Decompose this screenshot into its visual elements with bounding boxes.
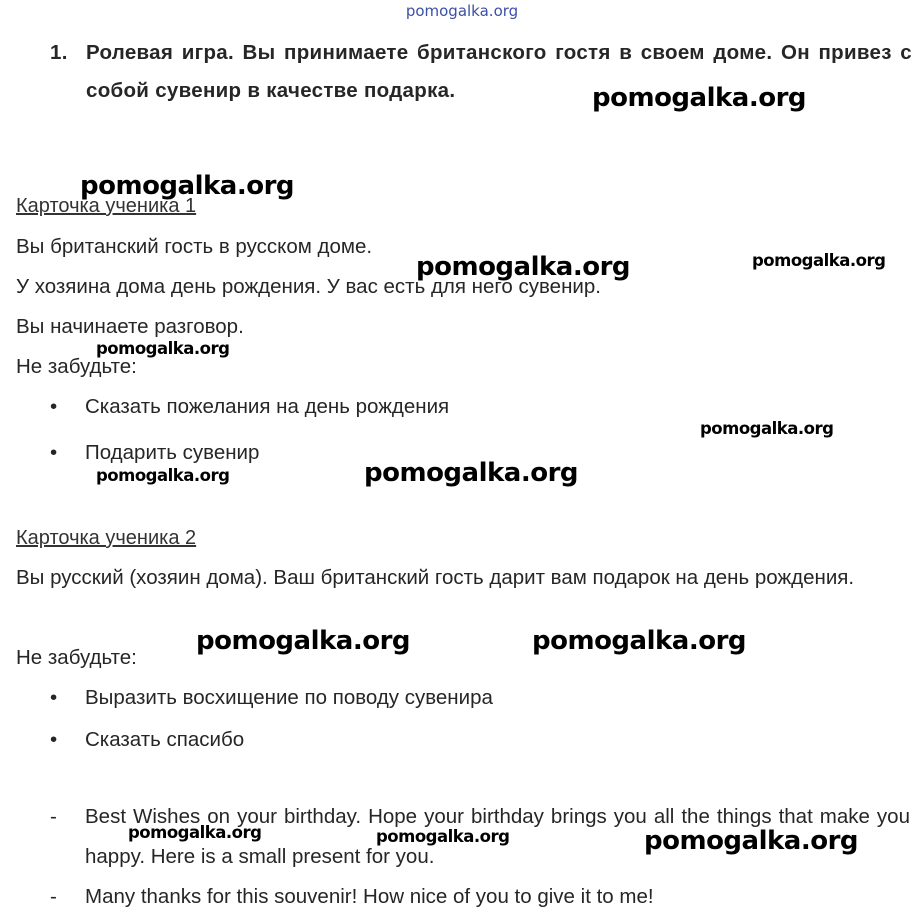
watermark: pomogalka.org xyxy=(80,171,295,201)
card1-line: Вы начинаете разговор. xyxy=(16,315,244,338)
watermark: pomogalka.org xyxy=(96,339,230,358)
list-item-label: Сказать спасибо xyxy=(85,728,245,751)
watermark: pomogalka.org xyxy=(196,626,411,656)
list-item xyxy=(50,686,493,710)
card1-reminder: Не забудьте: xyxy=(16,355,137,378)
card1-line: Вы британский гость в русском доме. xyxy=(16,235,373,258)
card1-line: У хозяина дома день рождения. У вас есть для него сувенир. xyxy=(16,275,601,298)
bullet-icon: • xyxy=(50,441,58,464)
watermark: pomogalka.org xyxy=(416,252,631,282)
answer-item xyxy=(50,877,910,917)
bullet-icon: • xyxy=(50,728,58,751)
list-item-label: Подарить сувенир xyxy=(85,441,260,464)
watermark: pomogalka.org xyxy=(644,826,859,856)
list-item xyxy=(50,441,259,465)
watermark: pomogalka.org xyxy=(592,83,807,113)
dash-marker: - xyxy=(50,805,57,828)
answer-text: Best Wishes on your birthday. Hope your birthday brings you all the things that make you happy. Here is a small present for you. xyxy=(85,805,910,868)
list-item xyxy=(50,728,244,752)
watermark: pomogalka.org xyxy=(532,626,747,656)
bullet-icon: • xyxy=(50,395,58,418)
card1-title: Карточка ученика 1 xyxy=(16,195,197,217)
watermark: pomogalka.org xyxy=(364,458,579,488)
dash-marker: - xyxy=(50,885,57,908)
list-item-label: Сказать пожелания на день рождения xyxy=(85,395,450,418)
watermark: pomogalka.org xyxy=(700,419,834,438)
watermark: pomogalka.org xyxy=(96,466,230,485)
task-number: 1. xyxy=(50,41,68,64)
site-header-link[interactable]: pomogalka.org xyxy=(405,2,519,20)
list-item xyxy=(50,395,449,419)
card2-paragraph: Вы русский (хозяин дома). Ваш британский гость дарит вам подарок на день рождения. xyxy=(16,566,855,589)
card2-title: Карточка ученика 2 xyxy=(16,527,197,549)
bullet-icon: • xyxy=(50,686,58,709)
watermark: pomogalka.org xyxy=(128,823,262,842)
watermark: pomogalka.org xyxy=(752,251,886,270)
list-item-label: Выразить восхищение по поводу сувенира xyxy=(85,686,493,709)
answer-text: Many thanks for this souvenir! How nice of you to give it to me! xyxy=(85,885,654,908)
task-text: Ролевая игра. Вы принимаете британского гостя в своем доме. Он привез с собой сувенир в качестве подарка. xyxy=(86,41,912,102)
watermark: pomogalka.org xyxy=(376,827,510,846)
card2-reminder: Не забудьте: xyxy=(16,646,137,669)
